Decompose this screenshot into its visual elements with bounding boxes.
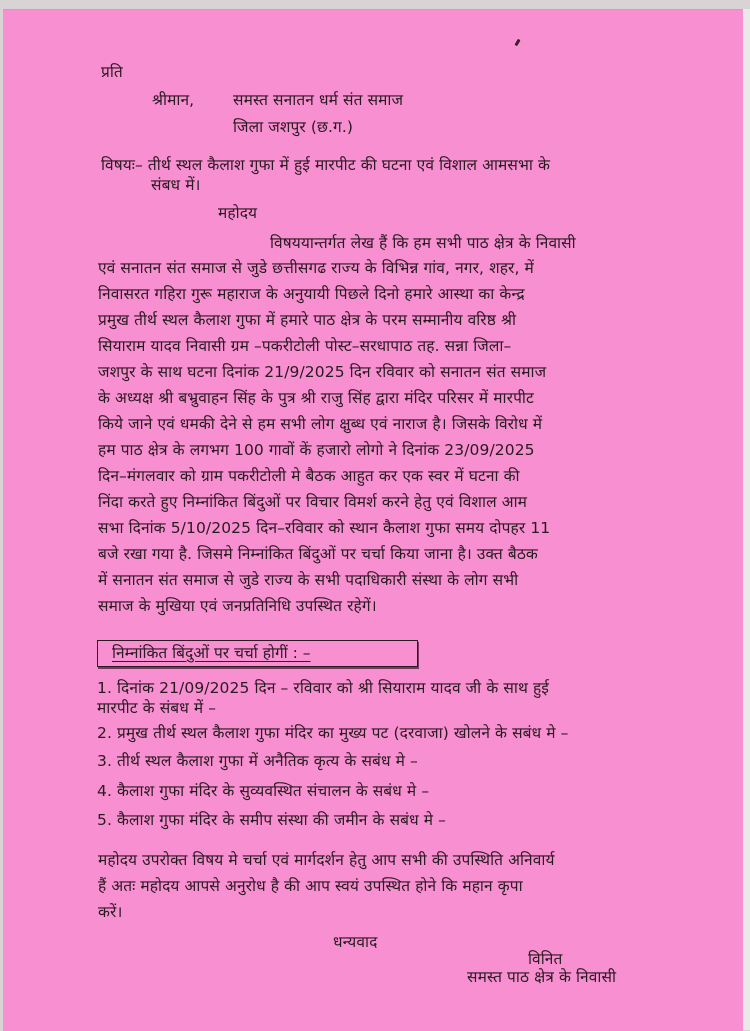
body-line: दिन–मंगलवार को ग्राम पकरीटोली मे बैठक आहुत कर एक स्वर में घटना की [98, 467, 520, 485]
body-line: एवं सनातन संत समाज से जुडे छत्तीसगढ राज्य के विभिन्न गांव, नगर, शहर, में [98, 259, 534, 277]
subject-line-2: संबध में। [151, 176, 201, 194]
body-line: सियाराम यादव निवासी ग्रम –पकरीटोली पोस्ट–सरधापाठ तह. सन्ना जिला– [98, 337, 512, 355]
greeting: महोदय [218, 204, 258, 222]
scan-margin [743, 9, 750, 1030]
addressee-district: जिला जशपुर (छ.ग.) [233, 118, 354, 136]
body-line: समाज के मुखिया एवं जनप्रतिनिधि उपस्थित रहेगें। [98, 597, 377, 615]
addressee-title: श्रीमान, [152, 91, 195, 109]
closing-line: महोदय उपरोक्त विषय मे चर्चा एवं मार्गदर्शन हेतु आप सभी की उपस्थिति अनिवार्य [98, 851, 555, 869]
points-heading: निम्नांकित बिंदुओं पर चर्चा होगीं : – [112, 644, 311, 662]
body-line: हम पाठ क्षेत्र के लगभग 100 गावों कें हजारो लोगो ने दिनांक 23/09/2025 [98, 441, 535, 459]
point-item: 4. कैलाश गुफा मंदिर के सुव्यवस्थित संचालन के सबंध मे – [97, 782, 430, 800]
points-heading-box [97, 640, 418, 667]
addressee-org: समस्त सनातन धर्म संत समाज [233, 91, 404, 109]
body-line: विषययान्तर्गत लेख हैं कि हम सभी पाठ क्षेत्र के निवासी [270, 234, 576, 252]
body-line: में सनातन संत समाज से जुडे राज्य के सभी पदाधिकारी संस्था के लोग सभी [98, 571, 519, 589]
closing-line: हैं अतः महोदय आपसे अनुरोध है की आप स्वयं उपस्थित होने कि महान कृपा [98, 877, 523, 895]
closing-line: करें। [98, 903, 123, 921]
point-item: 1. दिनांक 21/09/2025 दिन – रविवार को श्री सियाराम यादव जी के साथ हुई [97, 679, 550, 697]
body-line: किये जाने एवं धमकी देने से हम सभी लोग क्षुब्ध एवं नाराज है। जिसके विरोध में [98, 415, 543, 433]
body-line: निवासरत गहिरा गुरू महाराज के अनुयायी पिछले दिनो हमारे आस्था का केन्द्र [98, 285, 525, 303]
scan-speck [514, 39, 520, 47]
signoff: विनित [528, 950, 563, 968]
point-item: 2. प्रमुख तीर्थ स्थल कैलाश गुफा मंदिर का मुख्य पट (दरवाजा) खोलने के सबंध मे – [97, 724, 569, 742]
point-item: 3. तीर्थ स्थल कैलाश गुफा में अनैतिक कृत्य के सबंध मे – [97, 752, 418, 770]
body-line: प्रमुख तीर्थ स्थल कैलाश गुफा में हमारे पाठ क्षेत्र के परम सम्मानीय वरिष्ठ श्री [98, 311, 517, 329]
subject-line-1: विषयः– तीर्थ स्थल कैलाश गुफा में हुई मारपीट की घटना एवं विशाल आमसभा के [101, 156, 551, 174]
point-item: 5. कैलाश गुफा मंदिर के समीप संस्था की जमीन के सबंध मे – [97, 811, 447, 829]
body-line: जशपुर के साथ घटना दिनांक 21/9/2025 दिन रविवार को सनातन संत समाज [98, 363, 547, 381]
body-line: के अध्यक्ष श्री बभ्रुवाहन सिंह के पुत्र श्री राजु सिंह द्वारा मंदिर परिसर में मारपीट [98, 389, 534, 407]
body-line: सभा दिनांक 5/10/2025 दिन–रविवार को स्थान कैलाश गुफा समय दोपहर 11 [98, 519, 551, 537]
body-line: निंदा करते हुए निम्नांकित बिंदुओं पर विचार विमर्श करने हेतु एवं विशाल आम [98, 493, 528, 511]
signatory: समस्त पाठ क्षेत्र के निवासी [467, 968, 617, 986]
salutation-prefix: प्रति [101, 63, 123, 81]
body-line: बजे रखा गया है. जिसमे निम्नांकित बिंदुओं पर चर्चा किया जाना है। उक्त बैठक [98, 545, 538, 563]
point-item-continuation: मारपीट के संबध में – [97, 699, 217, 717]
thanks: धन्यवाद [333, 933, 378, 951]
